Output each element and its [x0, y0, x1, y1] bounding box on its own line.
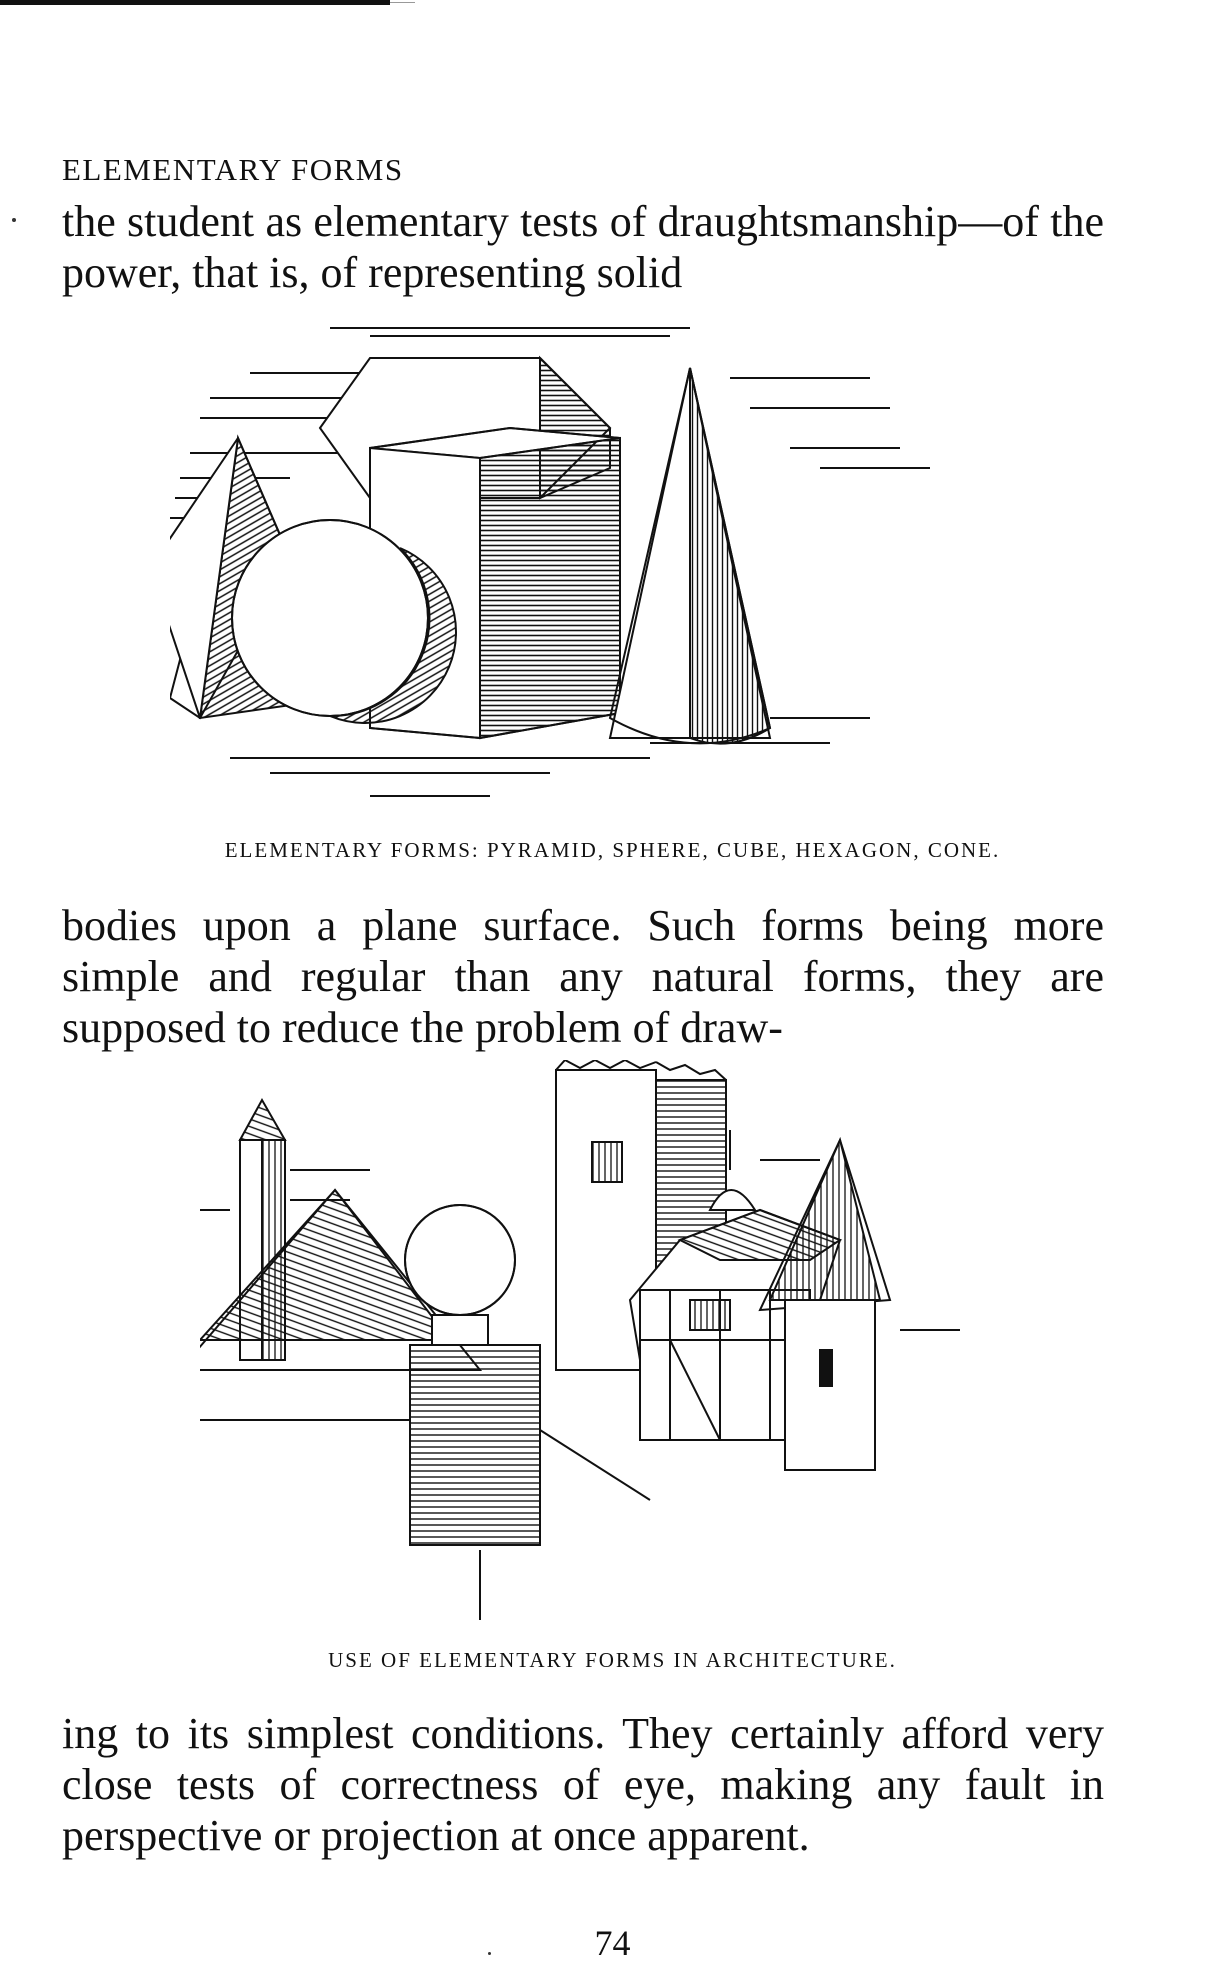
running-head: ELEMENTARY FORMS [62, 152, 404, 187]
figure-2-caption: USE OF ELEMENTARY FORMS IN ARCHITECTURE. [328, 1648, 897, 1672]
top-rule-tail [390, 2, 415, 3]
elementary-forms-illustration [170, 318, 1050, 808]
page-number: 74 [594, 1923, 631, 1963]
paragraph-2: bodies upon a plane surface. Such forms being more simple and regular than any natural forms, they are supposed to reduce the problem of draw- [62, 901, 1104, 1052]
figure-1-caption: ELEMENTARY FORMS: PYRAMID, SPHERE, CUBE, HEXAGON, CONE. [224, 838, 1001, 862]
paragraph-1: the student as elementary tests of draughtsmanship—of the power, that is, of representing solid [62, 197, 1104, 297]
top-rule [0, 0, 390, 5]
margin-mark [12, 218, 16, 222]
paragraph-3: ing to its simplest conditions. They certainly afford very close tests of correctness of eye, making any fault in perspective or projection at once apparent. [62, 1709, 1104, 1860]
architecture-illustration [200, 1060, 1060, 1630]
